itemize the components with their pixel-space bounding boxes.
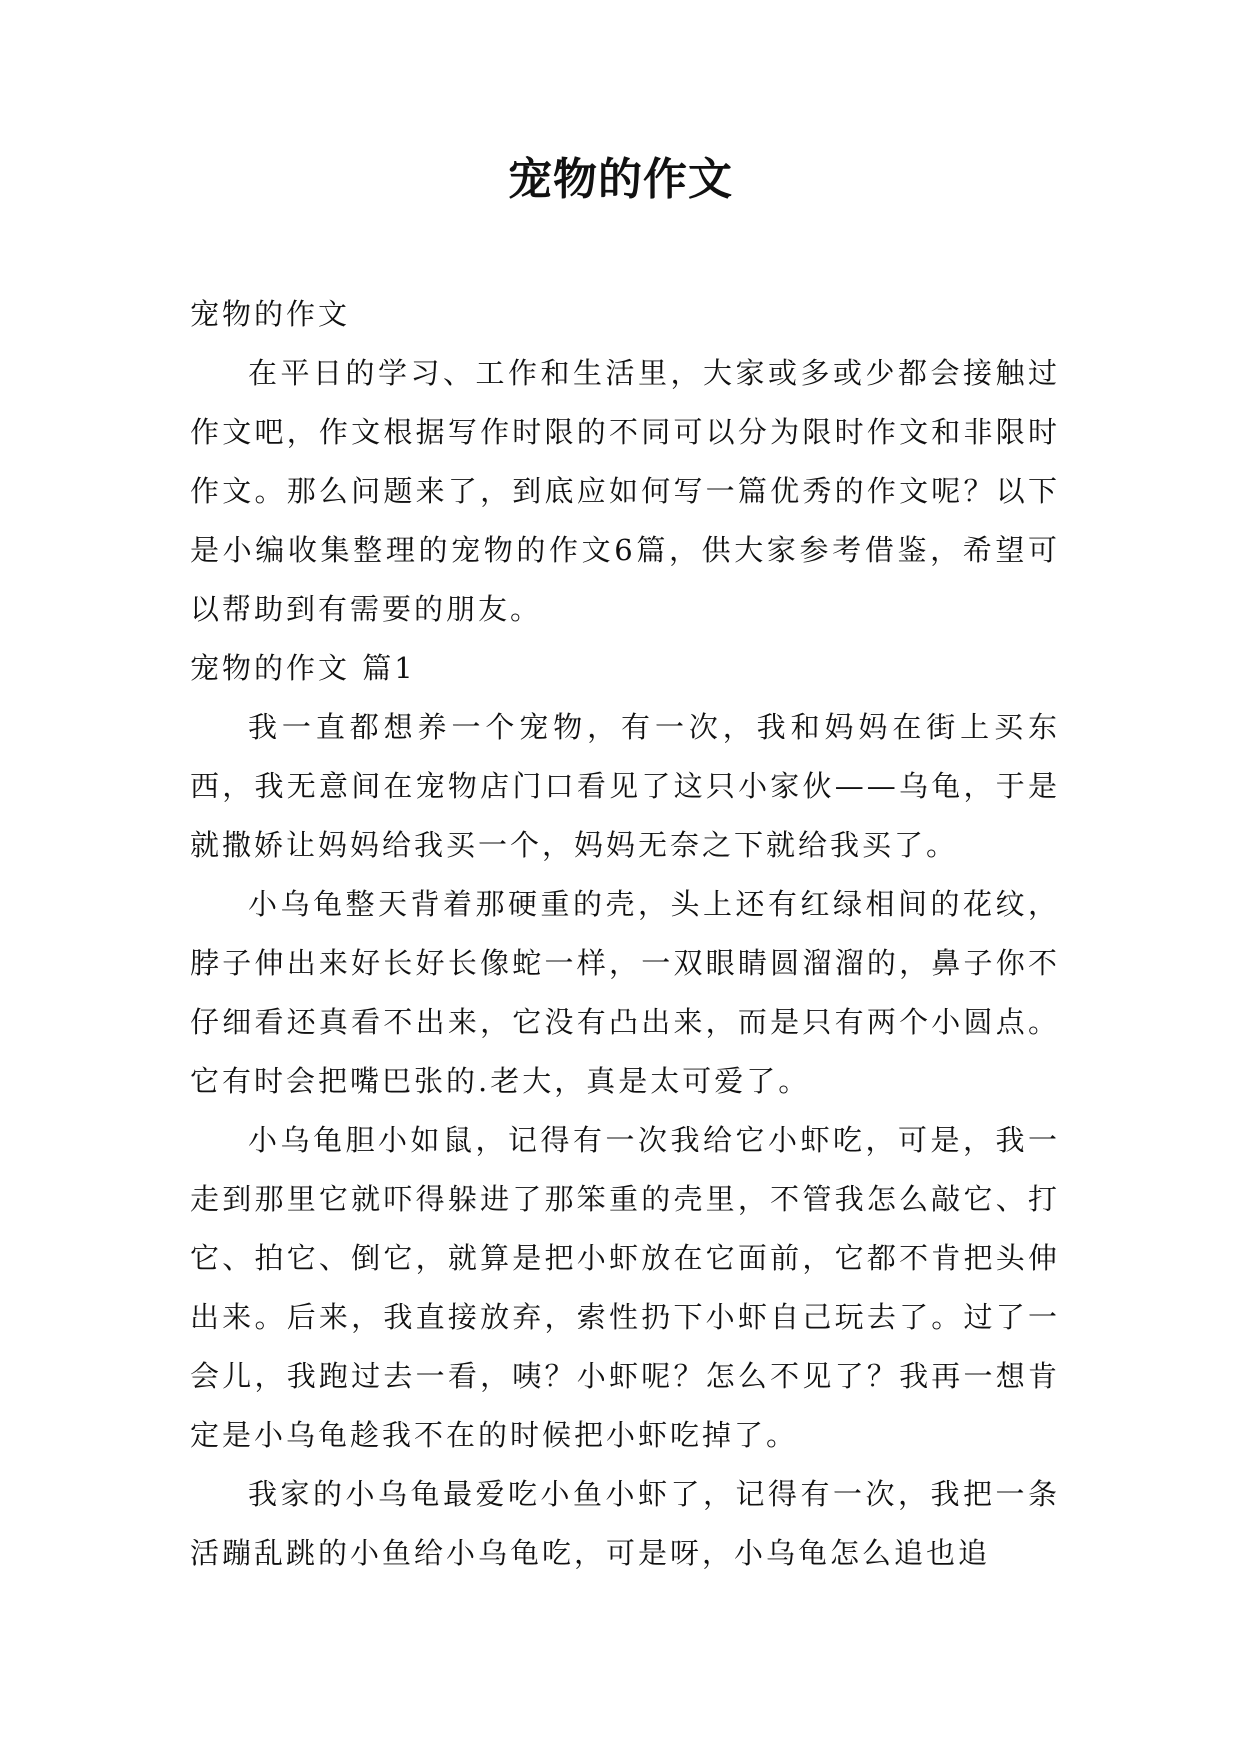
document-body [190,285,1060,1583]
body-paragraph: 小乌龟胆小如鼠，记得有一次我给它小虾吃，可是，我一走到那里它就吓得躲进了那笨重的壳里，不管我怎么敲它、打它、拍它、倒它，就算是把小虾放在它面前，它都不肯把头伸出来。后来，我直接放弃，索性扔下小虾自己玩去了。过了一会儿，我跑过去一看，咦？小虾呢？怎么不见了？我再一想肯定是小乌龟趁我不在的时候把小虾吃掉了。 [190,1123,1060,1452]
document-subtitle: 宠物的作文 [190,297,351,331]
intro-paragraph: 在平日的学习、工作和生活里，大家或多或少都会接触过作文吧，作文根据写作时限的不同可以分为限时作文和非限时作文。那么问题来了，到底应如何写一篇优秀的作文呢？以下是小编收集整理的宠物的作文6篇，供大家参考借鉴，希望可以帮助到有需要的朋友。 [190,356,1060,626]
section-heading: 宠物的作文 篇1 [190,651,416,685]
body-paragraph: 我一直都想养一个宠物，有一次，我和妈妈在街上买东西，我无意间在宠物店门口看见了这只小家伙——乌龟，于是就撒娇让妈妈给我买一个，妈妈无奈之下就给我买了。 [190,710,1060,862]
document-title: 宠物的作文 [508,154,733,205]
body-paragraph: 我家的小乌龟最爱吃小鱼小虾了，记得有一次，我把一条活蹦乱跳的小鱼给小乌龟吃，可是呀，小乌龟怎么追也追 [190,1477,1060,1570]
body-paragraph: 小乌龟整天背着那硬重的壳，头上还有红绿相间的花纹，脖子伸出来好长好长像蛇一样，一双眼睛圆溜溜的，鼻子你不仔细看还真看不出来，它没有凸出来，而是只有两个小圆点。它有时会把嘴巴张的.老大，真是太可爱了。 [190,887,1060,1098]
